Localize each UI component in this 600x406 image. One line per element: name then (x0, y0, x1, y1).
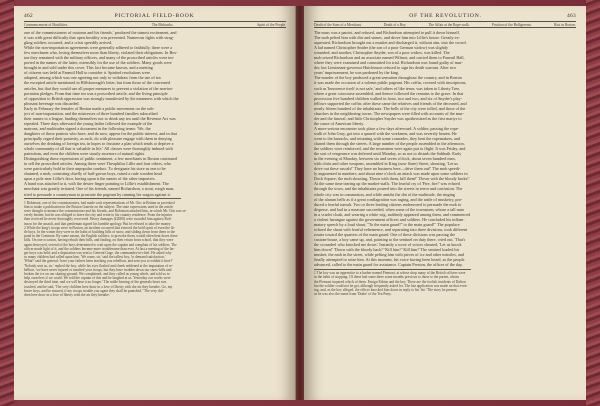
text-line: ly augmented in numbers, and about nine o'clock an attack was made upon some soldiers in (314, 171, 468, 177)
text-line: A hand was attached to it, with the dexter finger pointing to Lillie's establishment. The (24, 181, 169, 187)
text-line: few merchants who, loving themselves more than liberty, violated their obligations. In Bos- (24, 50, 178, 56)
text-line: The mob pelted him with dirt and stones, and drove him into Lillie's house. Greatly ex- (314, 35, 461, 41)
footnote-line: him to make a publication in the Boston Gazette on the subject. The state expressions used in the article (24, 204, 174, 209)
text-line: A more serious encounter took place a few days afterward. A soldier, passing the rope- (314, 125, 459, 131)
marbled-edge-left (0, 0, 14, 406)
footnote-line: hills. On one occasion, having rebuilt their hills, and finding, on their return from school, that they were (24, 238, 174, 243)
text-line: echoed the shout with fearful vehemence, and separating into three divisions, took different (314, 226, 468, 232)
text-line: such as 'Innocence itself is not safe,' and others of like tenor, was taken to Liberty Tree, (314, 85, 461, 91)
text-line: A lad named Christopher Snider (the son of a poor German widow) was slightly (314, 45, 449, 51)
text-line: ject of non-importation, and the mistresses of three hundred families subscribed (24, 110, 158, 116)
text-line: whole community of all that is valuable in life.' All classes were thoroughly imbued with (24, 146, 173, 152)
right-footnote-rule (314, 269, 471, 270)
right-running-head (314, 13, 576, 19)
text-line: repealed. Three days afterward the young ladies followed the example of the (24, 120, 153, 126)
footnote-line: verely beaten; but he was obliged to leave the city and retire to his country residence. From the injuries (24, 213, 173, 218)
footnote-line: pond in the Common. By some means, the English soldiers, to provoke them, would often beat down these (24, 234, 178, 239)
text-line: procession five hundred children walked in front, two and two, and six of Snyder's play- (314, 95, 462, 101)
text-line: matrons, and multitudes signed a document in the following terms: 'We, the (24, 125, 151, 131)
left-running-title: PICTORIAL FIELD-BOOK (114, 13, 195, 19)
footnote-line: again destroyed, several of the boys determined to wait upon the captain and complain of his soldiers. The (24, 242, 177, 247)
footnote-line: ing, and, as the boy alleged, the officer knocked him down in reply to his 'fee.' The story he present (314, 288, 457, 293)
footnote-line: 'Nobody sent us, sir,' replied the boy, while his eyes flashed and cheek reddened at the imputation of re- (24, 263, 173, 268)
text-line: Distinguishing those expressions of public sentiment, a few merchants in Boston continued (24, 156, 177, 162)
text-line: churches in the neighboring towns. The newspapers were filled with accounts of the mur- (314, 110, 464, 116)
right-page-number: 463 (567, 13, 576, 19)
footnote-line: inson for the assault, and that gentleman signed his humble apology. But he refused to take the money. (24, 221, 172, 226)
text-line: in a scarlet cloak, and wearing a white wig, suddenly appeared among them, and commenced (314, 211, 471, 217)
text-line: gling soldiers occurred, and a crisis speedily arrived. (24, 40, 113, 46)
left-page-number: 462 (24, 13, 33, 19)
text-line: where a great concourse assembled, and thence followed the remains to the grave. In that (314, 90, 464, 96)
text-line: patriotism, and even the children were stoutly assertors of natural rights. (24, 151, 146, 157)
footnote-line: destroyed the third time, and we will bear it no longer.' The noble bearing of the generals heart was (24, 280, 167, 285)
text-line: daughters of those patriots who have, and do now, appear for the public interest, and in that (24, 130, 177, 136)
text-line: of citizens was held at Faneuil Hall to consider it. Spirited resolutions were (24, 70, 150, 76)
left-side-note: Spirit of the People. (257, 22, 286, 27)
text-line: advanced, called to the main guard for assistance. Captain Preston, the officer of the day, (314, 262, 463, 268)
right-side-notes (314, 21, 576, 28)
text-line: one of the commissioners of customs and his friends,' produced the utmost excitement, and (24, 30, 177, 35)
right-side-note: Riot in Boston. (554, 22, 576, 27)
text-line: it was made the occasion of a solemn public pageant. His coffin, covered with inscriptions, (314, 80, 467, 86)
text-line: pleasant beverage was discarded. (24, 100, 80, 106)
footnote-line: 1 The boy was an apprentice to a barber named Piemont, at whose shop many of the British officers were (314, 271, 466, 276)
text-line: principally regard their posterity, as such, do with pleasure engage with them in denying (24, 135, 172, 141)
text-line: the sort of vengeance was deferred until Monday, so as not to disturb the Sabbath. Early (314, 151, 462, 157)
footnote-line: bellion, 'we have never injured or insulted your troops, but they have trodden down our snow-hills and (24, 267, 172, 272)
footnote-line: ger boys was held, and a deputation was sent to General Gage, the commander-in-chief. He asked why (24, 250, 172, 255)
text-line: Dock Square; the mob shouting, 'Down with them, kill them!' 'Down with the bloody backs!' (314, 176, 470, 182)
footnote-line: the Piemont inquired which of them. Ensign Fabius and the boy. There are the foolish incidents of Dalton (314, 279, 466, 284)
footnote-line: brave boys, and be assured, if my troops trouble you again they shall be punished.' 'The very chil- (24, 288, 165, 293)
text-line: der and the funeral, and little Christopher Snyder was apotheosized as the first martyr to (314, 115, 462, 121)
footnote-line: were thought to menace the commissioner and his friends, and Robinson attacked him, in which Mr. Otis was se- (24, 208, 187, 213)
left-footnotes (24, 201, 286, 298)
text-line: ourselves the drinking of foreign tea, in hopes to frustrate a plan which tends to deprive a (24, 141, 174, 147)
footnote-line: touched, and he said, 'The very children here draw in a love of liberty with the air they breathe. Go, my (24, 284, 173, 289)
text-line: their names to a league, binding themselves not to drink any tea until the Revenue Act was (24, 115, 176, 121)
text-line: drive out these rascals!' They have no business here—drive them out!' The mob speedi- (314, 166, 461, 172)
footnote-line: help ourselves if we could. We told the captain of this and he laughed at us. Yesterday our works were (24, 276, 171, 281)
right-side-note: Position of the Belligerents. (491, 22, 532, 27)
right-running-title: OF THE REVOLUTION. (409, 13, 482, 19)
text-line: mob seized Richardson and an associate named Wilmot, and carried them to Faneuil Hall, (314, 55, 465, 61)
text-line: merchant was greatly irritated. One of his friends, named Richardson, a stout, rough man, (24, 186, 175, 192)
footnote-line: then received he never thoroughly recovered. Heavy damages (£2000) were awarded him against Rob- (24, 217, 172, 222)
text-line: through the town, and the inhabitants poured into the streets in terror and confusion. The (314, 186, 463, 192)
text-line: whole city was in commotion, and while amidst the din of the multitude, the ringing (314, 191, 455, 197)
left-running-head (24, 13, 286, 19)
right-side-note: Death of a Boy. (383, 22, 407, 27)
left-side-note: Commencement of Hostilities. (24, 22, 69, 27)
text-line: The mass was a patriot, and refused, and Richardson attempted to pull it down himself. (314, 30, 460, 35)
footnote-line: as he was also the name from 'Drake' of the Tea Party. (314, 292, 392, 297)
footnote-line: but the soldier could not be got, although frequently asked for. The last application was made on that even- (314, 283, 468, 288)
text-line: shunned, a mob, consisting chiefly of half-grown boys, raised a rude wooden head (24, 171, 163, 177)
text-line: the excepted article mentioned in Hillsborough's letter, but from those of the concerned (24, 80, 171, 86)
text-line: brought in and sold under this cover. This fact became known, and a meeting (24, 65, 153, 71)
right-side-note: Death of the Sons of a Merchant. (314, 22, 362, 27)
text-line: duced a fearful tumult. Two or three leading citizens endeavored to persuade the mob to (314, 201, 462, 207)
right-page (304, 6, 586, 400)
text-line: upon a pole near Lillie's door, having upon it the names of the other importers. (24, 176, 156, 182)
text-line: of the alarum bells as if a great conflagration was raging, and the rattle of musketry, pro- (314, 196, 463, 202)
text-line: adopted, among which was one agreeing not only to withdraw from the use of tea (24, 75, 161, 81)
right-side-note: The Affair at the Rope-walk. (428, 22, 470, 27)
text-line: a violent harangue against the government officers and soldiers. He concluded his inflam- (314, 216, 465, 222)
text-line: Early in February the females of Boston made a public movement on the sub- (24, 105, 155, 111)
text-line: musket; the mob in the street, while pelting him with pieces of ice and other missiles, and (314, 252, 465, 258)
text-line: asperated, Richardson brought out a musket and discharged it, without aim, into the crowd. (314, 40, 467, 46)
left-body-text (24, 30, 286, 197)
footnote-line: officer made light of it, and the soldiers became more troublesome than ever. At last a meeting of the lar- (24, 246, 175, 251)
text-line: routes toward the quarters of the main guard. One of these divisions was passing the (314, 231, 456, 237)
right-body-text (314, 30, 576, 267)
footnote-line: dren here draw in a love of liberty with the air they breathe.' (24, 293, 111, 298)
text-line: At the same time tearing up the market-stalls. The fearful cry of 'Fire, fire!' was echoed (314, 181, 460, 187)
text-line: custom-house, a boy came up, and, pointing to the sentinel on duty there, cried out, 'That's (314, 236, 466, 242)
text-line: him down!' 'Down with the bloody back!' 'Kill him!' 'Kill him!' The sentinel loaded his (314, 247, 460, 253)
text-line: der, but Lieutenant-governor Hutchinson refused to sign his death warrant. After two (314, 65, 457, 71)
text-line: in the evening of Monday, between six and seven o'clock, about seven hundred men, (314, 156, 456, 162)
text-line: ton they remained with the military officers, and many of the proscribed articles were im- (24, 55, 175, 61)
left-page (14, 6, 296, 400)
text-line: the cause of American liberty. (314, 120, 365, 126)
left-footnote-rule (24, 198, 181, 199)
text-line: where they were examined and committed for trial. Richardson was found guilty of mur- (314, 60, 463, 66)
text-line: with clubs and other weapons, assembled in King (now State) Street, shouting, 'Let us (314, 161, 459, 167)
text-line: wounded; and another, Christopher Snyder, son of a poor widow, was killed. The (314, 50, 450, 56)
footnote-line: in the habit of stopping. Of these had some three some months previous to those to the parent, whom (314, 275, 459, 280)
text-line: of opposition to British oppression was strongly manifested by the meanness with which the (24, 95, 179, 101)
left-side-notes (24, 21, 286, 28)
footnote-line: 'What!' said the general; 'have your fathers been teaching you rebellion, and sent you to exhibit it here?' (24, 259, 173, 264)
text-line: it was with great difficulty that open hostility was prevented. Numerous fights with strag- (24, 35, 174, 41)
footnote-line: so many children had called upon him. 'We come, sir,' said the tallest boy, 'to demand satisfaction.' (24, 255, 166, 260)
text-line: portation pledges. From that time tea was a proscribed article, and the living principle (24, 90, 168, 96)
text-line: disperse, and had in a measure succeeded, when some of the townsmen, whose a tall man (314, 206, 464, 212)
text-line: fellows supported the coffin; after these came the relatives and friends of the deceased, and (314, 100, 467, 106)
text-line: chased them through the streets. A large number of the people assembled in the afternoon, (314, 141, 465, 147)
right-footnotes (314, 271, 576, 296)
text-line: walk of John Gray, got into a quarrel with the workmen, and was severely beaten. He (314, 130, 457, 136)
footnote-line: 2 While the king's troops were in Boston, an incident occurred that evinced the bold spirit of even the lit- (24, 225, 175, 230)
text-line: tried to persuade a countryman to prostrate the pageant by running his wagon against it. (24, 191, 171, 197)
text-line: years' imprisonment, he was pardoned by the king. (314, 70, 400, 76)
text-line: to sell the proscribed articles. Among these were Theophilus Lillie and four others, who (24, 161, 172, 167)
left-side-note: The Mohawks. (151, 22, 174, 27)
text-line: went to the barracks, and returning with some comrades, they beat the ropemakers, and (314, 135, 461, 141)
marbled-edge-right (586, 0, 600, 406)
text-line: articles, but that they would use all proper measures to prevent a violation of the non-im- (24, 85, 174, 91)
footnote-line: broken the ice on our skating-ground. We complained, and they called us young rebels, and told us to (24, 272, 170, 276)
text-line: the soldiers were reinforced, and the townsmen were again put to flight. It was Friday, and (314, 146, 466, 152)
text-line: The murder of the boy produced a great sensation throughout the country, and in Boston (314, 75, 462, 81)
footnote-line: 1 Robinson, one of the commissioners, had made such representations of Mr. Otis in Britain as provoked (24, 200, 175, 205)
text-line: While the non-importation agreements were generally adhered to faithfully, there were a (24, 45, 173, 51)
text-line: the scoundrel who knocked me down.' Instantly a score of voices shouted, 'Let us knock (314, 241, 462, 247)
text-line: nearly fifteen hundred of the inhabitants. The bells of the city were tolled, and those of the (314, 105, 466, 111)
text-line: ported in the names of the latter, ostensibly for the use of the soldiers. Many goods were (24, 60, 172, 66)
text-line: were particularly bold in their unpopular conduct. To designate his store as one to be (24, 166, 166, 172)
footnote-line: tle boys. In the winter they were in the habit of building hills of snow, and sliding down from them to the (24, 229, 175, 234)
text-line: finally attempted to seize him. At this moment, his voice having been heard, as the people (314, 257, 465, 263)
text-line: matory speech by a loud shout, "To the main guard!" to the main guard!" The populace (314, 221, 460, 227)
